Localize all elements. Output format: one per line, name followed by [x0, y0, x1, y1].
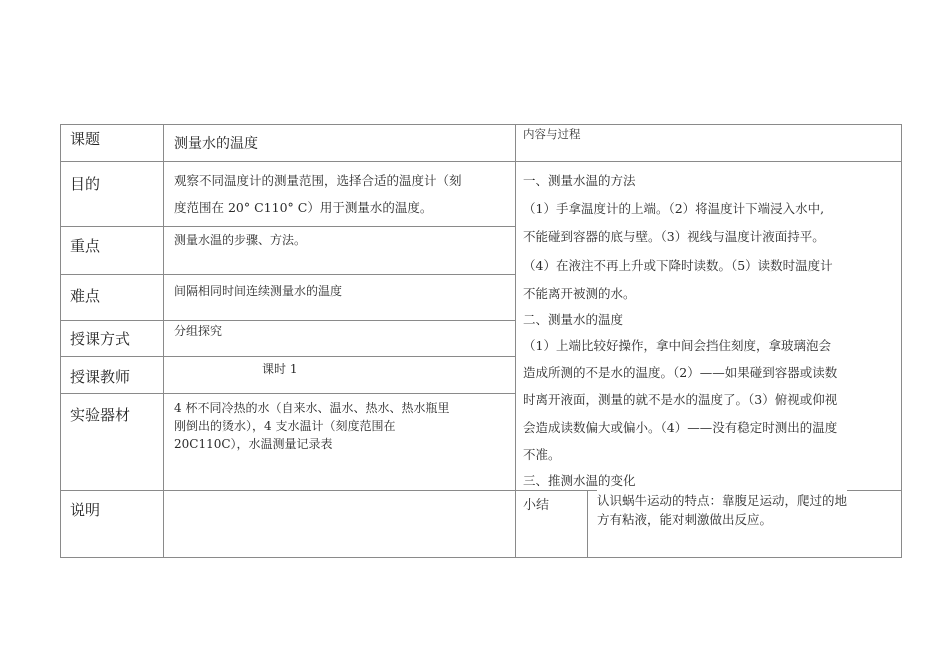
content-header: 内容与过程	[523, 127, 581, 141]
label-method: 授课方式	[70, 330, 131, 348]
content-column-divider	[515, 124, 516, 558]
table-border-right	[901, 124, 902, 558]
summary-line-1: 认识蜗牛运动的特点：靠腹足运动，爬过的地	[597, 488, 847, 514]
label-equipment: 实验器材	[70, 406, 131, 424]
value-method: 分组探究	[174, 324, 223, 338]
row-divider-4	[60, 320, 515, 321]
row-divider-2	[60, 226, 515, 227]
value-key-point: 测量水温的步骤、方法。	[174, 233, 307, 247]
label-goal: 目的	[70, 175, 101, 193]
value-equipment-line-2: 刚倒出的烫水），4 支水温计（刻度范围在	[174, 419, 396, 433]
content-line-9: 时离开液面，测量的就不是水的温度了。（3）俯视或仰视	[523, 392, 838, 407]
summary-line-2: 方有粘液，能对刺激做出反应。	[597, 512, 773, 527]
content-header-divider	[515, 161, 902, 162]
content-line-7: （1）上端比较好操作，拿中间会挡住刻度，拿玻璃泡会	[523, 338, 831, 353]
summary-column-divider	[587, 490, 588, 558]
label-column-divider	[163, 124, 164, 558]
value-topic: 测量水的温度	[174, 136, 258, 152]
value-equipment-line-3: 20C110C），水温测量记录表	[174, 437, 333, 451]
table-border-bottom	[60, 557, 902, 558]
value-equipment-line-1: 4 杯不同冷热的水（自来水、温水、热水、热水瓶里	[174, 401, 450, 415]
label-topic: 课题	[70, 130, 101, 148]
label-difficulty: 难点	[70, 287, 101, 305]
table-border-left	[60, 124, 61, 558]
content-line-1: 一、测量水温的方法	[523, 173, 636, 188]
table-border-top	[60, 124, 902, 125]
content-line-6: 二、测量水的温度	[523, 312, 624, 327]
value-goal-line-1: 观察不同温度计的测量范围，选择合适的温度计（刻	[174, 173, 462, 188]
row-divider-1	[60, 161, 515, 162]
content-line-8: 造成所测的不是水的温度。（2）——如果碰到容器或读数	[523, 365, 838, 380]
label-teacher: 授课教师	[70, 368, 131, 386]
content-line-4: （4）在液注不再上升或下降时读数。（5）读数时温度计	[523, 258, 833, 273]
value-difficulty: 间隔相同时间连续测量水的温度	[174, 284, 343, 298]
value-goal-line-2: 度范围在 20° C110° C）用于测量水的温度。	[174, 200, 433, 215]
label-key-point: 重点	[70, 237, 101, 255]
row-divider-3	[60, 274, 515, 275]
label-note: 说明	[70, 501, 101, 519]
content-line-10: 会造成读数偏大或偏小。（4）——没有稳定时测出的温度	[523, 420, 838, 435]
content-line-5: 不能离开被测的水。	[523, 286, 636, 301]
summary-label: 小结	[523, 498, 550, 513]
row-divider-5	[60, 356, 515, 357]
content-line-3: 不能碰到容器的底与壁。（3）视线与温度计液面持平。	[523, 229, 825, 244]
content-line-11: 不准。	[523, 447, 561, 462]
content-line-2: （1）手拿温度计的上端。（2）将温度计下端浸入水中,	[523, 201, 825, 216]
row-divider-6	[60, 393, 515, 394]
value-teacher: 课时 1	[262, 362, 298, 376]
content-line-12: 三、推测水温的变化	[523, 473, 636, 488]
